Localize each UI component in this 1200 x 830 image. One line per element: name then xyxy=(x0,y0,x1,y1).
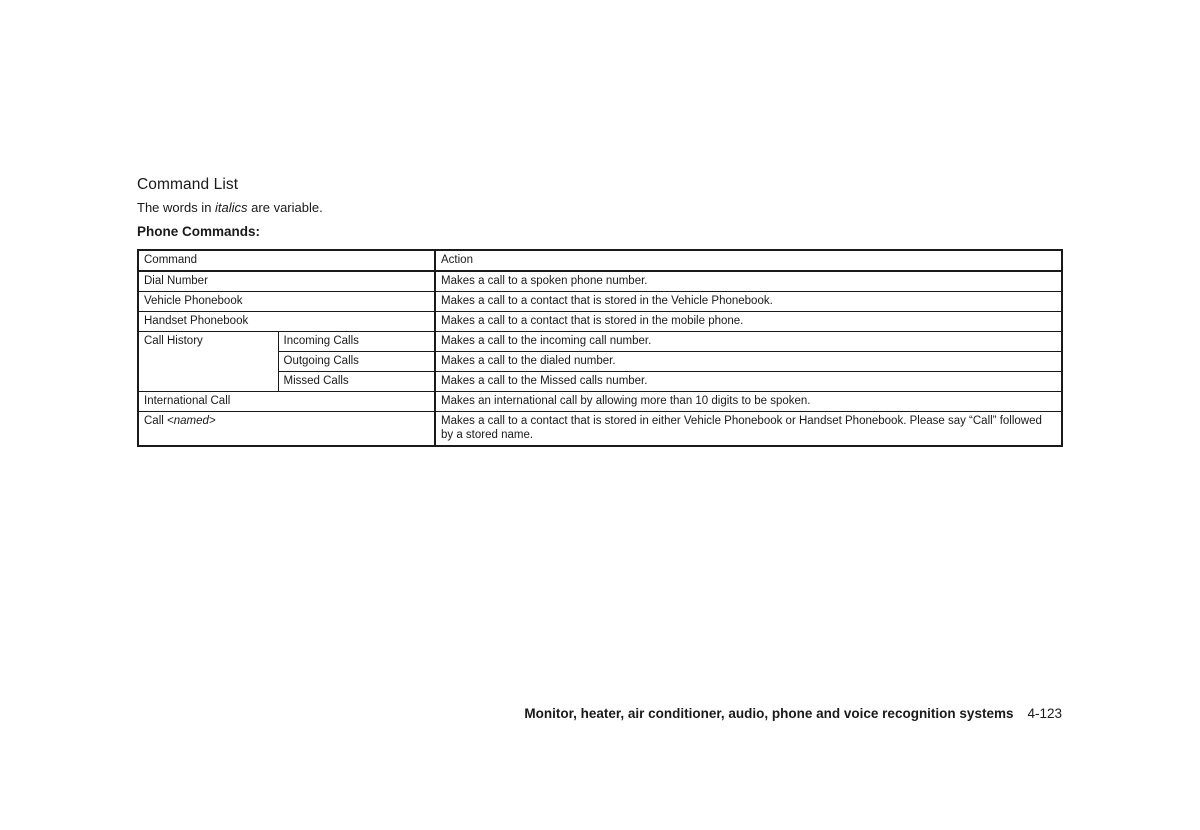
command-cell: Vehicle Phonebook xyxy=(138,292,435,312)
action-cell: Makes a call to a contact that is stored in the Vehicle Phonebook. xyxy=(435,292,1062,312)
command-cell: Dial Number xyxy=(138,271,435,292)
intro-italic-word: italics xyxy=(215,200,248,215)
table-row xyxy=(138,392,1062,412)
header-action: Action xyxy=(435,250,1062,271)
subcommand-cell: Missed Calls xyxy=(278,372,435,392)
header-command: Command xyxy=(138,250,435,271)
action-cell: Makes a call to the dialed number. xyxy=(435,352,1062,372)
phone-commands-table xyxy=(137,249,1063,447)
action-cell: Makes a call to the incoming call number. xyxy=(435,332,1062,352)
action-cell: Makes a call to a spoken phone number. xyxy=(435,271,1062,292)
section-subheading: Phone Commands: xyxy=(137,224,261,239)
table-row xyxy=(138,292,1062,312)
footer-section-title: Monitor, heater, air conditioner, audio, phone and voice recognition systems xyxy=(524,706,1014,721)
action-cell: Makes a call to a contact that is stored in the mobile phone. xyxy=(435,312,1062,332)
page-number: 4-123 xyxy=(1027,706,1062,721)
table-row xyxy=(138,412,1062,447)
table-row xyxy=(138,312,1062,332)
table-row xyxy=(138,332,1062,352)
table-row xyxy=(138,271,1062,292)
command-cell-call-history: Call History xyxy=(138,332,278,392)
subcommand-cell: Incoming Calls xyxy=(278,332,435,352)
action-cell: Makes a call to the Missed calls number. xyxy=(435,372,1062,392)
command-cell-call-named xyxy=(138,412,435,447)
action-cell: Makes a call to a contact that is stored in either Vehicle Phonebook or Handset Phonebook. Please say “Call” followed by a stored name. xyxy=(435,412,1062,447)
action-cell: Makes an international call by allowing more than 10 digits to be spoken. xyxy=(435,392,1062,412)
command-cell: Handset Phonebook xyxy=(138,312,435,332)
command-cell: International Call xyxy=(138,392,435,412)
intro-suffix: are variable. xyxy=(247,200,323,215)
intro-prefix: The words in xyxy=(137,200,216,215)
call-prefix: Call xyxy=(144,415,168,427)
named-variable: <named> xyxy=(167,415,216,427)
table-header-row xyxy=(138,250,1062,271)
intro-text xyxy=(137,200,323,215)
page-title: Command List xyxy=(137,176,239,193)
subcommand-cell: Outgoing Calls xyxy=(278,352,435,372)
page-footer xyxy=(524,706,1062,721)
